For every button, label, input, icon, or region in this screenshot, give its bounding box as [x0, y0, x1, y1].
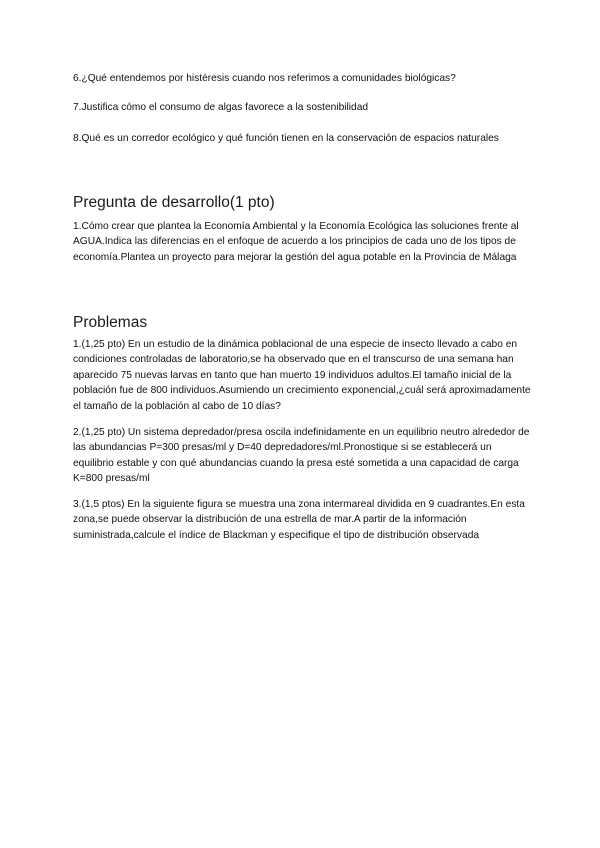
development-question: 1.Cómo crear que plantea la Economía Ambiental y la Economía Ecológica las soluciones frente al AGUA.Indica las diferencias en el enfoque de acuerdo a los principios de cada uno de los tipos de economía.Plantea un proyecto para mejorar la gestión del agua potable en la Provincia de Málaga [73, 221, 519, 263]
problems-heading: Problemas [73, 314, 148, 331]
problem-2: 2.(1,25 pto) Un sistema depredador/presa oscila indefinidamente en un equilibrio neutro alrededor de las abundancias P=300 presas/ml y D=40 depredadores/ml.Pronostique si se establecerá un equilibrio estable y con qué abundancias cuando la presa esté sometida a una capacidad de carga K=800 presas/ml [73, 427, 530, 485]
question-7: 7.Justifica cómo el consumo de algas favorece a la sostenibilidad [73, 102, 369, 113]
question-6: 6.¿Qué entendemos por histéresis cuando nos referimos a comunidades biológicas? [73, 73, 456, 84]
question-8: 8.Qué es un corredor ecológico y qué función tienen en la conservación de espacios naturales [73, 133, 499, 144]
problem-1: 1.(1,25 pto) En un estudio de la dinámica poblacional de una especie de insecto llevado a cabo en condiciones controladas de laboratorio,se ha observado que en el transcurso de una semana han aparecido 75 nuevas larvas en tanto que han muerto 19 individuos adultos.El tamaño inicial de la población fue de 800 individuos.Asumiendo un crecimiento exponencial,¿cuál será aproximadamente el tamaño de la población al cabo de 10 días? [73, 339, 531, 412]
development-heading: Pregunta de desarrollo(1 pto) [73, 194, 275, 211]
problem-3: 3.(1,5 ptos) En la siguiente figura se muestra una zona intermareal dividida en 9 cuadrantes.En esta zona,se puede observar la distribución de una estrella de mar.A partir de la información suministrada,calcule el índice de Blackman y especifique el tipo de distribución observada [73, 499, 525, 541]
